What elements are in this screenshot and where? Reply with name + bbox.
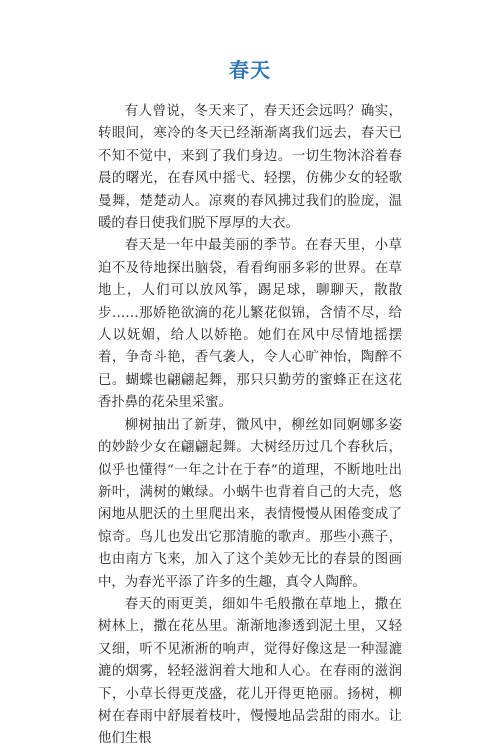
- paragraph-4: 春天的雨更美，细如牛毛般撒在草地上，撒在树林上，撒在花丛里。渐渐地渗透到泥土里，又轻又细，听不见淅淅的响声，觉得好像这是一种湿漉漉的烟雾，轻轻滋润着大地和人心。在春雨的滋润下，小草长得更茂盛，花儿开得更艳丽。扬树，柳树在春雨中舒展着枝叶，慢慢地品尝甜的雨水。让他们生根: [98, 596, 402, 747]
- paragraph-2: 春天是一年中最美丽的季节。在春天里，小草迫不及待地探出脑袋，看看绚丽多彩的世界。在草地上，人们可以放风筝，踢足球，聊聊天，散散步……那娇艳欲滴的花儿繁花似锦，含情不尽，给人以妩媚，给人以娇艳。她们在风中尽情地摇摆着，争奇斗艳，香气袭人，令人心旷神怡，陶醉不已。蝴蝶也翩翩起舞，那只只勤劳的蜜蜂正在这花香扑鼻的花朵里采蜜。: [98, 238, 402, 411]
- article-body: [98, 101, 402, 751]
- page-title: 春天: [229, 58, 271, 82]
- paragraph-1: 有人曾说，冬天来了，春天还会远吗？确实，转眼间，寒冷的冬天已经渐渐离我们远去，春天已不知不觉中，来到了我们身边。一切生物沐浴着春晨的曙光，在春风中摇弋、轻摆，仿佛少女的轻歌曼舞，楚楚动人。凉爽的春风拂过我们的脸庞，温暖的春日使我们脱下厚厚的大衣。: [98, 104, 402, 232]
- paragraph-3: 柳树抽出了新芽，微风中，柳丝如同婀娜多姿的妙龄少女在翩翩起舞。大树经历过几个春秋后，似乎也懂得“一年之计在于春”的道理，不断地吐出新叶，满树的嫩绿。小蜗牛也背着自己的大壳，悠闲地从肥沃的土里爬出来，表情慢慢从困倦变成了惊奇。鸟儿也发出它那清脆的歌声。那些小燕子，也由南方飞来，加入了这个美妙无比的春景的图画中，为春光平添了许多的生趣，真令人陶醉。: [98, 417, 402, 590]
